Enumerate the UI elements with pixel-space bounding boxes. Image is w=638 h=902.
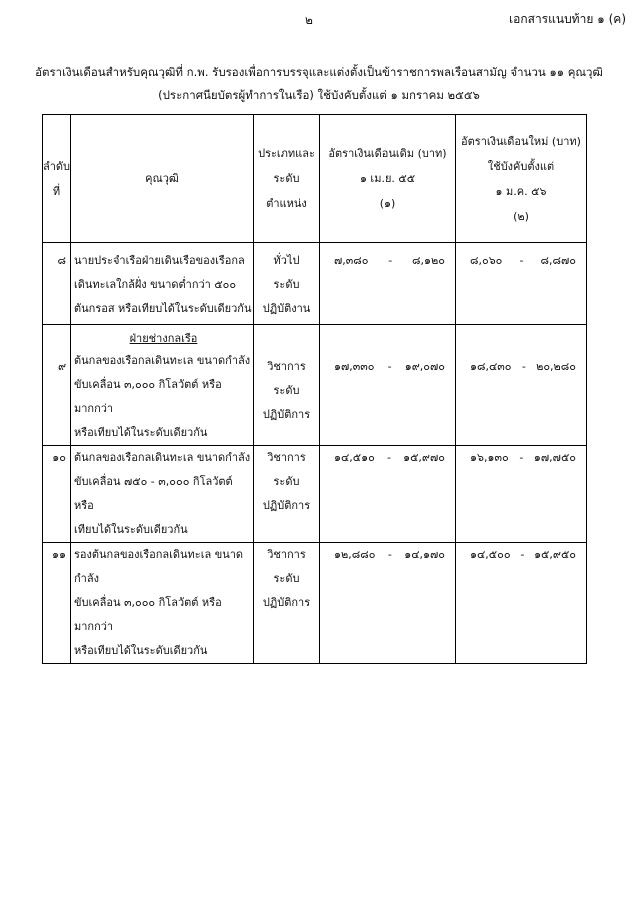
- row-number: ๑๐: [43, 446, 71, 543]
- table-row: [43, 543, 587, 664]
- document-title-line-1: อัตราเงินเดือนสำหรับคุณวุฒิที่ ก.พ. รับรองเพื่อการบรรจุและแต่งตั้งเป็นข้าราชการพลเรือนสามัญ จำนวน ๑๑ คุณวุฒิ: [35, 65, 603, 79]
- document-title-line-2: (ประกาศนียบัตรผู้ทำการในเรือ) ใช้บังคับตั้งแต่ ๑ มกราคม ๒๕๕๖: [158, 88, 480, 102]
- header-old-rate: อัตราเงินเดือนเดิม (บาท) ๑ เม.ย. ๕๕ (๑): [320, 115, 456, 243]
- row-number: ๘: [43, 243, 71, 325]
- row-old-rate: ๗,๓๘๐ - ๘,๑๒๐: [320, 243, 456, 325]
- row-qualification: นายประจำเรือฝ่ายเดินเรือของเรือกล เดินทะเลใกล้ฝั่ง ขนาดต่ำกว่า ๕๐๐ ตันกรอส หรือเทียบได้ในระดับเดียวกัน: [71, 243, 254, 325]
- table-header-row: [43, 115, 587, 243]
- row-qualification: ฝ่ายช่างกลเรือ ต้นกลของเรือกลเดินทะเล ขนาดกำลัง ขับเคลื่อน ๓,๐๐๐ กิโลวัตต์ หรือมากกว่า หรือเทียบได้ในระดับเดียวกัน: [71, 325, 254, 446]
- annex-label: เอกสารแนบท้าย ๑ (ค): [509, 12, 626, 26]
- table-row: [43, 325, 587, 446]
- header-order: ลำดับ ที่: [43, 115, 71, 243]
- page-number: ๒: [305, 13, 313, 27]
- salary-rate-table: [42, 114, 587, 664]
- row-position-type: ทั่วไป ระดับ ปฏิบัติงาน: [254, 243, 320, 325]
- row-old-rate: ๑๗,๓๓๐ - ๑๙,๐๗๐: [320, 325, 456, 446]
- row-old-rate: ๑๒,๘๘๐ - ๑๔,๑๗๐: [320, 543, 456, 664]
- section-heading: ฝ่ายช่างกลเรือ: [129, 332, 198, 345]
- table-row: [43, 243, 587, 325]
- header-type: ประเภทและ ระดับ ตำแหน่ง: [254, 115, 320, 243]
- row-number: ๑๑: [43, 543, 71, 664]
- row-number: ๙: [43, 325, 71, 446]
- header-qualification: คุณวุฒิ: [71, 115, 254, 243]
- row-position-type: วิชาการ ระดับ ปฏิบัติการ: [254, 325, 320, 446]
- row-new-rate: ๑๖,๑๓๐ - ๑๗,๗๕๐: [456, 446, 587, 543]
- row-qualification: รองต้นกลของเรือกลเดินทะเล ขนาดกำลัง ขับเคลื่อน ๓,๐๐๐ กิโลวัตต์ หรือมากกว่า หรือเทียบได้ในระดับเดียวกัน: [71, 543, 254, 664]
- row-position-type: วิชาการ ระดับ ปฏิบัติการ: [254, 543, 320, 664]
- header-new-rate: อัตราเงินเดือนใหม่ (บาท) ใช้บังคับตั้งแต่ ๑ ม.ค. ๕๖ (๒): [456, 115, 587, 243]
- row-old-rate: ๑๔,๕๑๐ - ๑๕,๙๗๐: [320, 446, 456, 543]
- table-row: [43, 446, 587, 543]
- row-new-rate: ๘,๐๖๐ - ๘,๘๗๐: [456, 243, 587, 325]
- row-qualification: ต้นกลของเรือกลเดินทะเล ขนาดกำลัง ขับเคลื่อน ๗๕๐ - ๓,๐๐๐ กิโลวัตต์ หรือ เทียบได้ในระดับเดียวกัน: [71, 446, 254, 543]
- row-new-rate: ๑๔,๕๐๐ - ๑๕,๙๕๐: [456, 543, 587, 664]
- row-new-rate: ๑๘,๔๓๐ - ๒๐,๒๘๐: [456, 325, 587, 446]
- row-position-type: วิชาการ ระดับ ปฏิบัติการ: [254, 446, 320, 543]
